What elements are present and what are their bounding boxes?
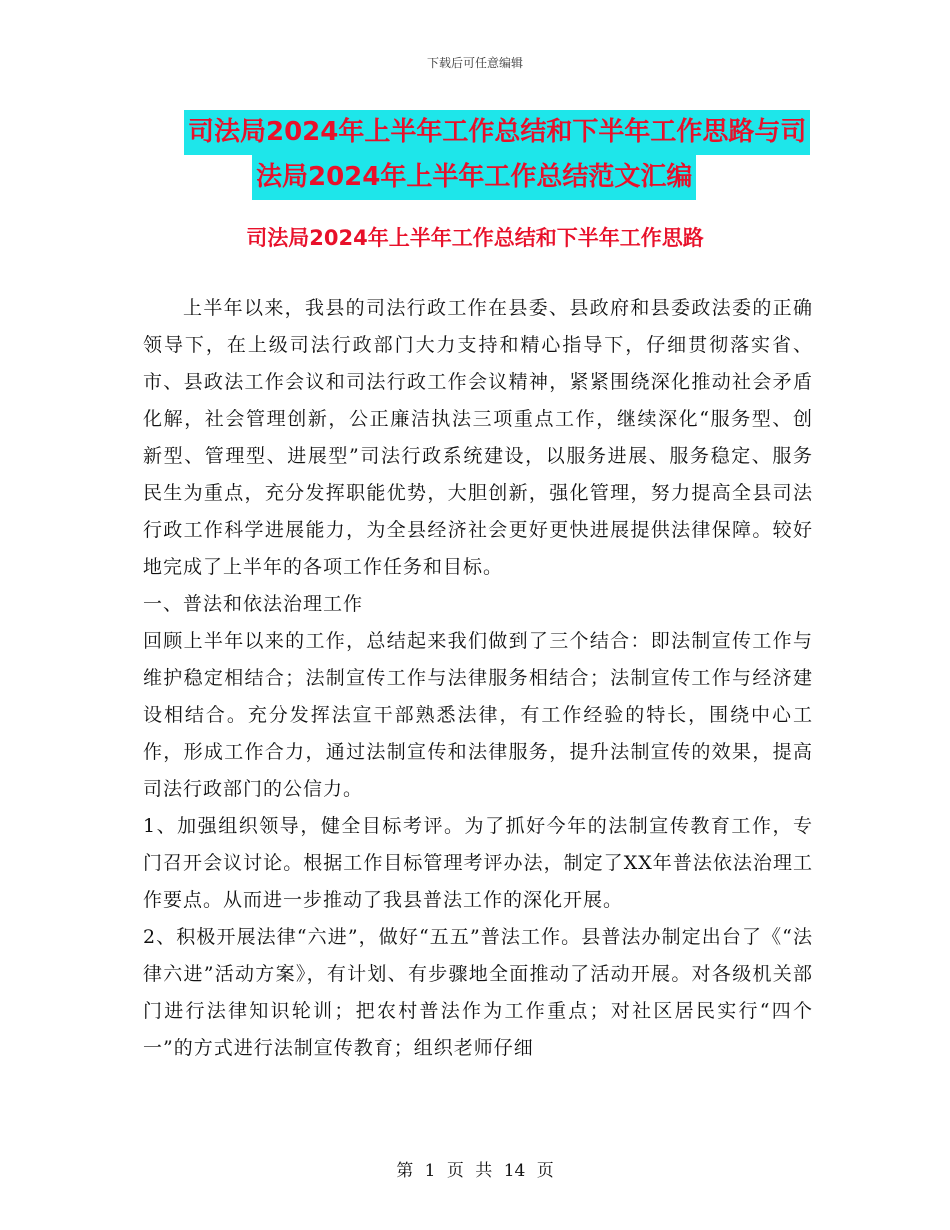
paragraph-intro: 上半年以来，我县的司法行政工作在县委、县政府和县委政法委的正确领导下，在上级司法行政部门大力支持和精心指导下，仔细贯彻落实省、市、县政法工作会议和司法行政工作会议精神，紧紧围绕深化推动社会矛盾化解，社会管理创新，公正廉洁执法三项重点工作，继续深化“服务型、创新型、管理型、进展型”司法行政系统建设，以服务进展、服务稳定、服务民生为重点，充分发挥职能优势，大胆创新，强化管理，努力提高全县司法行政工作科学进展能力，为全县经济社会更好更快进展提供法律保障。较好地完成了上半年的各项工作任务和目标。 <box>143 297 813 578</box>
paragraph-item-1: 1、加强组织领导，健全目标考评。为了抓好今年的法制宣传教育工作，专门召开会议讨论。根据工作目标管理考评办法，制定了XX年普法依法治理工作要点。从而进一步推动了我县普法工作的深化开展。 <box>143 815 813 911</box>
header-note: 下载后可任意编辑 <box>426 56 523 70</box>
paragraph-item-2: 2、积极开展法律“六进”，做好“五五”普法工作。县普法办制定出台了《“法律六进”活动方案》，有计划、有步骤地全面推动了活动开展。对各级机关部门进行法律知识轮训；把农村普法作为工作重点；对社区居民实行“四个一”的方式进行法制宣传教育；组织老师仔细 <box>143 926 813 1059</box>
document-title-line-1: 司法局2024年上半年工作总结和下半年工作思路与司 <box>184 110 810 155</box>
document-title-line-2: 法局2024年上半年工作总结范文汇编 <box>252 155 696 200</box>
document-body <box>143 290 813 1067</box>
document-title <box>140 110 810 200</box>
paragraph-review: 回顾上半年以来的工作，总结起来我们做到了三个结合：即法制宣传工作与维护稳定相结合；法制宣传工作与法律服务相结合；法制宣传工作与经济建设相结合。充分发挥法宣干部熟悉法律，有工作经验的特长，围绕中心工作，形成工作合力，通过法制宣传和法律服务，提升法制宣传的效果，提高司法行政部门的公信力。 <box>143 630 813 800</box>
section-title: 司法局2024年上半年工作总结和下半年工作思路 <box>246 226 704 250</box>
heading-section-1: 一、普法和依法治理工作 <box>143 593 364 615</box>
page-number-footer: 第 1 页 共 14 页 <box>396 1161 554 1181</box>
